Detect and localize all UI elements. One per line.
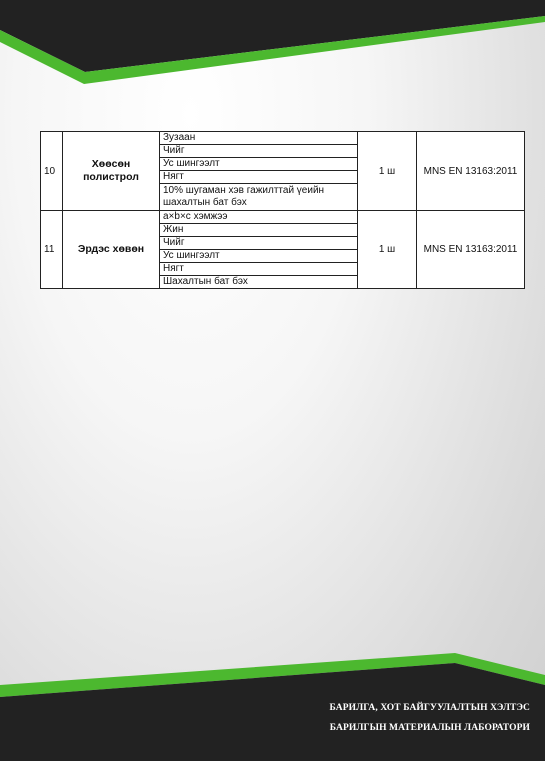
indicator-cell: Жин <box>160 224 358 237</box>
materials-table <box>40 131 525 289</box>
indicator-cell: Нягт <box>160 171 358 184</box>
indicator-cell: a×b×c хэмжээ <box>160 211 358 224</box>
quantity-cell: 1 ш <box>358 211 417 289</box>
footer-department: БАРИЛГА, ХОТ БАЙГУУЛАЛТЫН ХЭЛТЭС <box>329 703 530 713</box>
quantity-cell: 1 ш <box>358 132 417 211</box>
material-name: Эрдэс хөвөн <box>63 211 160 289</box>
standard-cell: MNS EN 13163:2011 <box>417 211 525 289</box>
indicator-cell: Шахалтын бат бэх <box>160 276 358 289</box>
indicator-cell: Чийг <box>160 145 358 158</box>
footer-lab-name: БАРИЛГЫН МАТЕРИАЛЫН ЛАБОРАТОРИ <box>329 723 530 733</box>
header-decoration <box>0 0 545 100</box>
indicator-cell: Зузаан <box>160 132 358 145</box>
row-number: 10 <box>41 132 63 211</box>
indicator-cell: Нягт <box>160 263 358 276</box>
row-number: 11 <box>41 211 63 289</box>
standard-cell: MNS EN 13163:2011 <box>417 132 525 211</box>
table-row <box>41 211 525 224</box>
table-row <box>41 132 525 145</box>
material-name: Хөөсөн полистрол <box>63 132 160 211</box>
indicator-cell: Чийг <box>160 237 358 250</box>
header-dark-band <box>0 0 545 72</box>
indicator-cell: 10% шугаман хэв гажилттай үеийн шахалтын бат бэх <box>160 184 358 211</box>
indicator-cell: Ус шингээлт <box>160 250 358 263</box>
indicator-cell: Ус шингээлт <box>160 158 358 171</box>
